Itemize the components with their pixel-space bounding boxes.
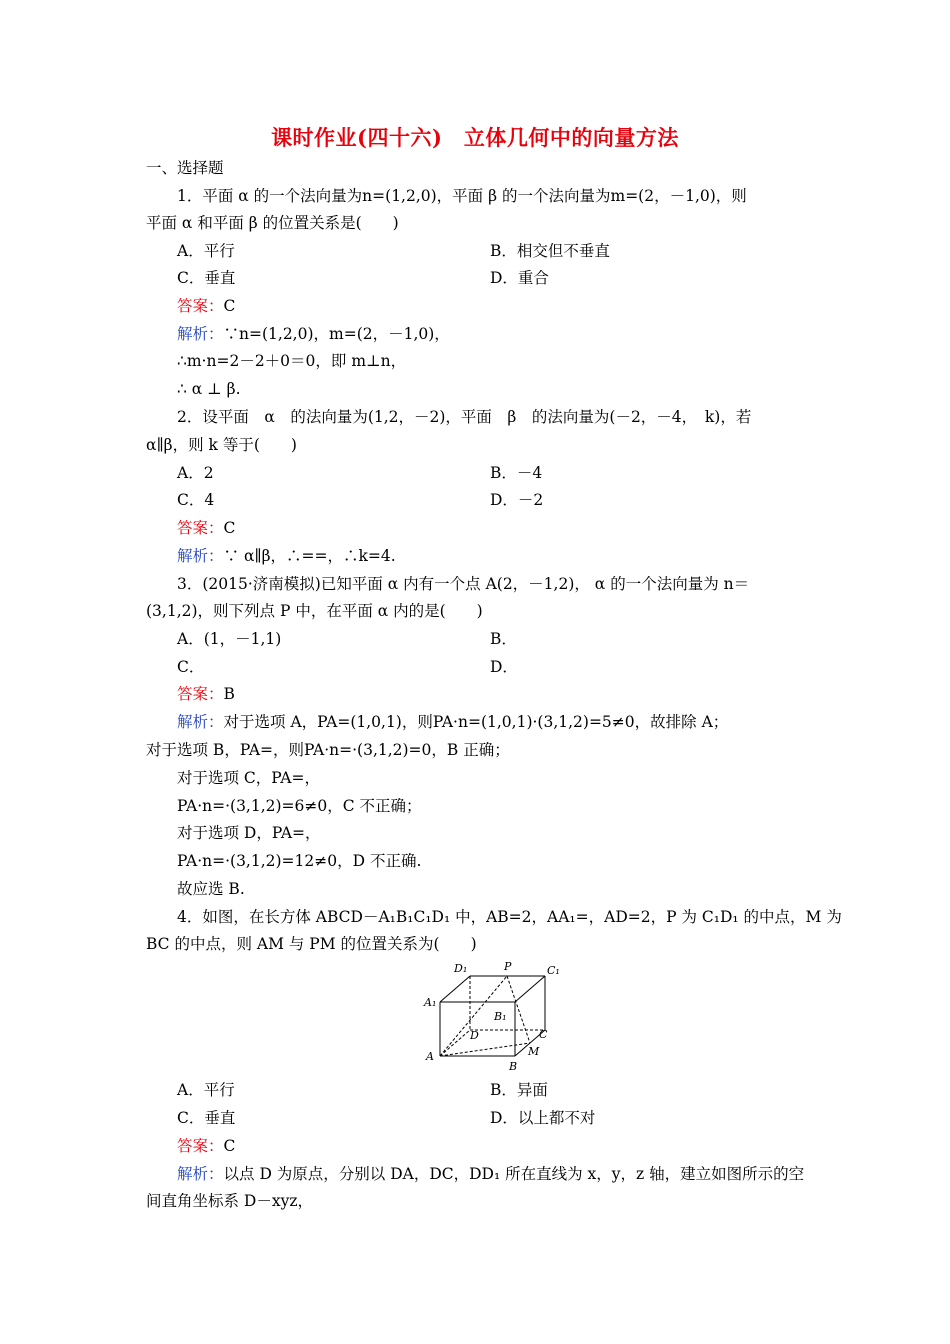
q1-analysis-line1 xyxy=(177,324,450,344)
q3-stem-line1: 3．(2015·济南模拟)已知平面 α 内有一个点 A(2，－1,2)， α 的一个法向量为 n＝ xyxy=(177,575,750,593)
q3-option-c: C． xyxy=(177,658,205,676)
label-d1: D₁ xyxy=(454,962,468,975)
answer-label: 答案： xyxy=(177,297,224,315)
q2-option-d: D．－2 xyxy=(490,491,544,509)
segment-pm xyxy=(507,976,530,1043)
q4-answer xyxy=(177,1136,235,1156)
q1-answer xyxy=(177,296,235,316)
label-a: A xyxy=(426,1050,434,1063)
q2-analysis-line1 xyxy=(177,546,396,566)
q3-analysis-line1 xyxy=(177,712,728,732)
cuboid-figure xyxy=(418,958,568,1074)
q4-option-a: A．平行 xyxy=(177,1081,235,1099)
label-b1: B₁ xyxy=(494,1010,507,1023)
q1-option-c: C．垂直 xyxy=(177,269,236,287)
label-a1: A₁ xyxy=(424,996,437,1009)
q3-analysis-line4: PA·n=·(3,1,2)=6≠0，C 不正确； xyxy=(177,797,422,815)
q1-option-d: D．重合 xyxy=(490,269,549,287)
answer-value: C xyxy=(223,519,236,537)
q3-option-d: D． xyxy=(490,658,518,676)
q2-option-c: C．4 xyxy=(177,491,215,509)
q4-option-d: D．以上都不对 xyxy=(490,1109,596,1127)
q3-stem-line2: (3,1,2)，则下列点 P 中，在平面 α 内的是( ) xyxy=(146,602,483,620)
label-d: D xyxy=(470,1029,479,1042)
q2-stem-line2: α∥β，则 k 等于( ) xyxy=(146,436,297,454)
q3-analysis-line7: 故应选 B. xyxy=(177,880,245,898)
q1-analysis-line2: ∴m·n=2－2＋0＝0，即 m⊥n， xyxy=(177,352,407,370)
q4-stem-line1: 4．如图，在长方体 ABCD－A₁B₁C₁D₁ 中，AB=2，AA₁=，AD=2，P 为 C₁D₁ 的中点，M 为 xyxy=(177,908,842,926)
q4-stem-line2: BC 的中点，则 AM 与 PM 的位置关系为( ) xyxy=(146,935,477,953)
answer-label: 答案： xyxy=(177,1137,224,1155)
q1-analysis-line3: ∴ α ⊥ β. xyxy=(177,380,241,398)
label-b: B xyxy=(509,1060,518,1073)
q3-analysis-line5: 对于选项 D，PA=， xyxy=(177,824,321,842)
q1-option-a: A．平行 xyxy=(177,242,235,260)
label-p: P xyxy=(504,960,512,973)
analysis-text: 对于选项 A，PA=(1,0,1)，则PA·n=(1,0,1)·(3,1,2)=5≠0，故排除 A； xyxy=(223,713,729,731)
q4-option-c: C．垂直 xyxy=(177,1109,236,1127)
q1-stem-line1: 1．平面 α 的一个法向量为n=(1,2,0)，平面 β 的一个法向量为m=(2，－1,0)，则 xyxy=(177,187,747,205)
q3-analysis-line2: 对于选项 B，PA=，则PA·n=·(3,1,2)=0，B 正确； xyxy=(146,741,510,759)
analysis-label: 解析： xyxy=(177,1165,224,1183)
analysis-text: ∵ α∥β，∴==，∴k=4. xyxy=(223,547,396,565)
page-title: 课时作业(四十六) 立体几何中的向量方法 xyxy=(271,125,679,150)
q2-stem-line1: 2．设平面 α 的法向量为(1,2，－2)，平面 β 的法向量为(－2，－4， k)，若 xyxy=(177,408,752,426)
q2-option-a: A．2 xyxy=(177,464,214,482)
answer-value: C xyxy=(223,297,236,315)
section-heading: 一、选择题 xyxy=(146,159,224,177)
q3-option-b: B． xyxy=(490,630,517,648)
edge-b1c1 xyxy=(515,976,545,1002)
q2-option-b: B．－4 xyxy=(490,464,543,482)
answer-value: B xyxy=(223,685,235,703)
q1-option-b: B．相交但不垂直 xyxy=(490,242,610,260)
answer-label: 答案： xyxy=(177,685,224,703)
analysis-label: 解析： xyxy=(177,325,224,343)
label-c: C xyxy=(539,1028,548,1041)
q4-option-b: B．异面 xyxy=(490,1081,548,1099)
answer-label: 答案： xyxy=(177,519,224,537)
analysis-text: 以点 D 为原点，分别以 DA，DC，DD₁ 所在直线为 x，y，z 轴，建立如图所示的空 xyxy=(223,1165,805,1183)
q3-option-a: A．(1，－1,1) xyxy=(177,630,282,648)
q3-answer xyxy=(177,684,235,704)
q4-analysis-line2: 间直角坐标系 D－xyz， xyxy=(146,1192,314,1210)
label-c1: C₁ xyxy=(547,964,560,977)
q2-answer xyxy=(177,518,235,538)
analysis-label: 解析： xyxy=(177,713,224,731)
q3-analysis-line6: PA·n=·(3,1,2)=12≠0，D 不正确. xyxy=(177,852,422,870)
label-m: M xyxy=(528,1045,540,1058)
answer-value: C xyxy=(223,1137,236,1155)
edge-a1d1 xyxy=(440,976,470,1002)
analysis-label: 解析： xyxy=(177,547,224,565)
q4-analysis-line1 xyxy=(177,1164,804,1184)
q1-stem-line2: 平面 α 和平面 β 的位置关系是( ) xyxy=(146,214,399,232)
analysis-text: ∵n=(1,2,0)，m=(2，－1,0)， xyxy=(223,325,450,343)
q3-analysis-line3: 对于选项 C，PA=， xyxy=(177,769,320,787)
